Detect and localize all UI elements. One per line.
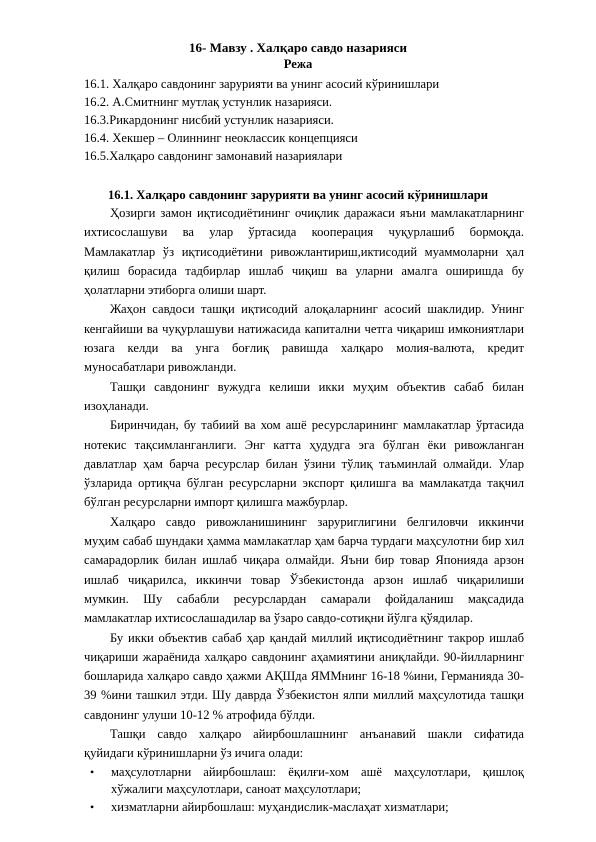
plan-list (84, 75, 524, 165)
paragraph: Биринчидан, бу табиий ва хом ашё ресурсларининг мамлакатлар ўртасида нотекис тақсимланганлиги. Энг катта ҳудудга эга бўлган ёки ривожланган давлатлар ҳам барча ресурслар билан ўзини тўлиқ таъминлай олмайди. Улар ўзларида ортиқча бўлган ресурсларни экспорт қилишга ва мамлакатда тақчил бўлган ресурсларни импорт қилишга мажбурлар. (84, 418, 524, 510)
plan-item: 16.5.Халқаро савдонинг замонавий назариялари (84, 149, 343, 163)
plan-item: 16.1. Халқаро савдонинг зарурияти ва унинг асосий кўринишлари (84, 77, 440, 91)
paragraph: Ташқи савдо халқаро айирбошлашнинг анъанавий шакли сифатида қуйидаги кўринишларни ўз ичига олади: (84, 727, 524, 761)
list-item (84, 799, 524, 817)
plan-heading: Режа (283, 57, 313, 71)
bullet-list (84, 764, 524, 817)
paragraph: Ташқи савдонинг вужудга келиши икки муҳим объектив сабаб билан изоҳланади. (84, 379, 524, 413)
bullet-icon: • (90, 799, 95, 814)
paragraph: Ҳозирги замон иқтисодиётининг очиқлик даражаси яъни мамлакатларнинг ихтисослашуви ва улар ўртасида кооперация чуқурлашиб бормоқда. Мамлакатлар ўз иқтисодиётини ривожлантириш,иктисодий муаммоларни ҳал қилиш борасида тадбирлар ишлаб чиқиш ва уларни амалга оширишда бу ҳолатларни этиборга олиши шарт. (84, 206, 524, 298)
list-item-text: хизматларни айирбошлаш: муҳандислик-маслаҳат хизматлари; (111, 799, 449, 814)
list-item (84, 764, 524, 799)
section-heading: 16.1. Халқаро савдонинг зарурияти ва унинг асосий кўринишлари (107, 188, 489, 202)
paragraph: Халқаро савдо ривожланишининг заруриглигини белгиловчи иккинчи муҳим сабаб шундаки ҳамма мамлакатлар ҳам барча турдаги маҳсулотни бир хил самарадорлик билан ишлаб чиқара олмайди. Яъни бир товар Японияда арзон ишлаб чиқарилса, иккинчи товар Ўзбекистонда арзон ишлаб чиқарилиши мумкин. Шу сабабли ресурслардан самарали фойдаланиш мақсадида мамлакатлар ихтисослашадилар ва ўзаро савдо-сотиқни йўлга қўядилар. (84, 514, 524, 626)
paragraph: Бу икки объектив сабаб ҳар қандай миллий иқтисодиётнинг такрор ишлаб чиқариши жараёнида халқаро савдонинг аҳамиятини аниқлайди. 90-йилларнинг бошларида халқаро савдо ҳажми АҚШда ЯММнинг 16-18 %ини, Германияда 30-39 %ини ташкил этди. Шу даврда Ўзбекистон ялпи миллий маҳсулотида ташқи савдонинг улуши 10-12 % атрофида бўлди. (84, 630, 524, 722)
plan-item: 16.4. Хекшер – Олиннинг неоклассик концепцияси (84, 131, 358, 145)
plan-item: 16.3.Рикардонинг нисбий устунлик назарияси. (84, 113, 334, 127)
plan-item: 16.2. А.Смитнинг мутлақ устунлик назарияси. (84, 95, 333, 109)
section-body (84, 204, 524, 816)
list-item-text: маҳсулотларни айирбошлаш: ёқилғи-хом ашё маҳсулотлари, қишлоқ хўжалиги маҳсулотлари, саноат маҳсулотлари; (111, 764, 524, 797)
paragraph: Жаҳон савдоси ташқи иқтисодий алоқаларнинг асосий шаклидир. Унинг кенгайиши ва чуқурлашуви натижасида капитални четга чиқариш имкониятлари юзага келди ва унга боғлиқ равишда халқаро молия-валюта, кредит муносабатлари ривожланди. (84, 302, 524, 375)
page-title: 16- Мавзу . Халқаро савдо назарияси (188, 40, 408, 55)
bullet-icon: • (90, 764, 95, 779)
